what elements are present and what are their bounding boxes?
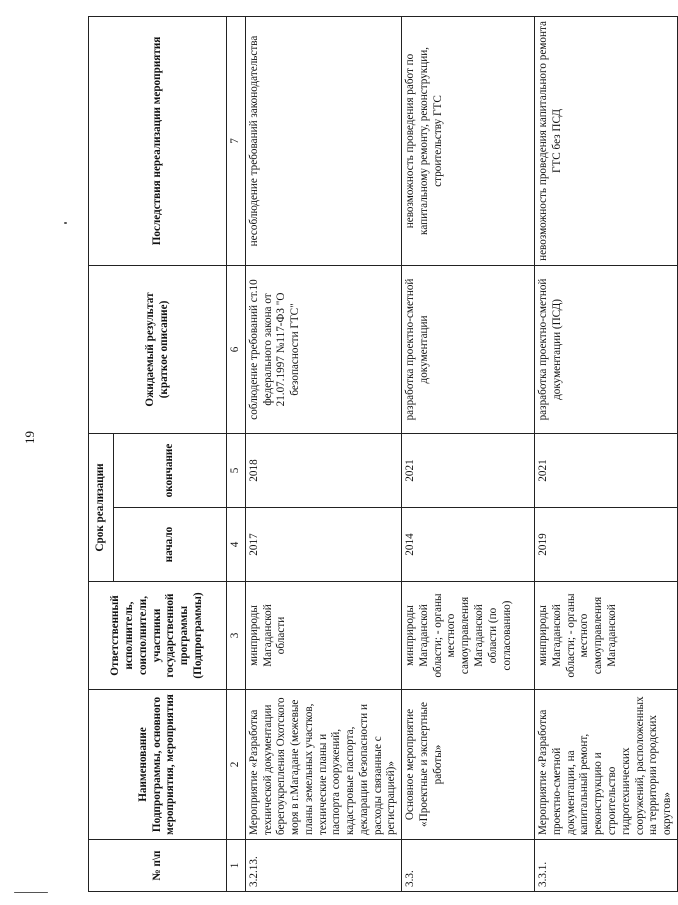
column-number: 1	[227, 840, 246, 892]
row-executor: минприроды Магаданской области	[245, 582, 401, 690]
row-end: 2021	[535, 433, 678, 507]
header-result: Ожидаемый результат (краткое описание)	[89, 265, 227, 433]
row-result: разработка проектно-сметной документации	[402, 265, 535, 433]
column-number: 7	[227, 16, 246, 265]
row-executor: минприроды Магаданской области; - органы местного самоуправления Магаданской	[535, 582, 678, 690]
column-number: 2	[227, 690, 246, 840]
row-result: разработка проектно-сметной документации (ПСД)	[535, 265, 678, 433]
header-executor: Ответственный исполнитель, соисполнители, участники государственной программы (Подпрограммы)	[89, 582, 227, 690]
row-start: 2019	[535, 508, 678, 582]
page-number: 19	[22, 431, 37, 444]
scan-speck	[64, 222, 67, 224]
header-end: окончание	[114, 433, 227, 507]
row-start: 2017	[245, 508, 401, 582]
table-row	[402, 16, 535, 891]
row-end: 2018	[245, 433, 401, 507]
header-num: № п\п	[89, 840, 227, 892]
row-executor: минприроды Магаданской области; - органы местного самоуправления Магаданской области (по согласованию)	[402, 582, 535, 690]
header-name: Наименование Подпрограммы, основного мероприятия, мероприятия	[89, 690, 227, 840]
row-name: Мероприятие «Разработка технической документации берегоукрепления Охотского моря в г.Магадане (межевые планы земельных участков, технические планы и паспорта сооружений, кадастровые паспорта, декларации безопасности и расходы связанные с регистрацией)»	[245, 690, 401, 840]
row-start: 2014	[402, 508, 535, 582]
header-consequences: Последствия нереализации мероприятия	[89, 16, 227, 265]
measures-table	[88, 16, 678, 892]
column-number: 4	[227, 508, 246, 582]
measures-table-container	[88, 17, 674, 892]
row-consequences: несоблюдение требований законодательства	[245, 16, 401, 265]
row-end: 2021	[402, 433, 535, 507]
row-name: Основное мероприятие «Проектные и экспертные работы»	[402, 690, 535, 840]
header-start: начало	[114, 508, 227, 582]
header-period: Срок реализации	[89, 433, 114, 581]
row-number: 3.2.13.	[245, 840, 401, 892]
row-consequences: невозможность проведения работ по капитальному ремонту, реконструкции, строительству ГТС	[402, 16, 535, 265]
row-number: 3.3.1.	[535, 840, 678, 892]
column-number: 3	[227, 582, 246, 690]
table-row	[245, 16, 401, 891]
column-number-row	[227, 16, 246, 891]
row-consequences: невозможность проведения капитального ремонта ГТС без ПСД	[535, 16, 678, 265]
header-row	[89, 16, 114, 891]
row-result: соблюдение требований ст.10 федерального закона от 21.07.1997 №117-ФЗ "О безопасности ГТС"	[245, 265, 401, 433]
table-row	[535, 16, 678, 891]
column-number: 5	[227, 433, 246, 507]
row-number: 3.3.	[402, 840, 535, 892]
row-name: Мероприятие «Разработка проектно-сметной документации, на капитальный ремонт, реконструкцию и строительство гидротехнических сооружений, расположенных на территории городских округов»	[535, 690, 678, 840]
scan-speck	[14, 892, 48, 893]
column-number: 6	[227, 265, 246, 433]
